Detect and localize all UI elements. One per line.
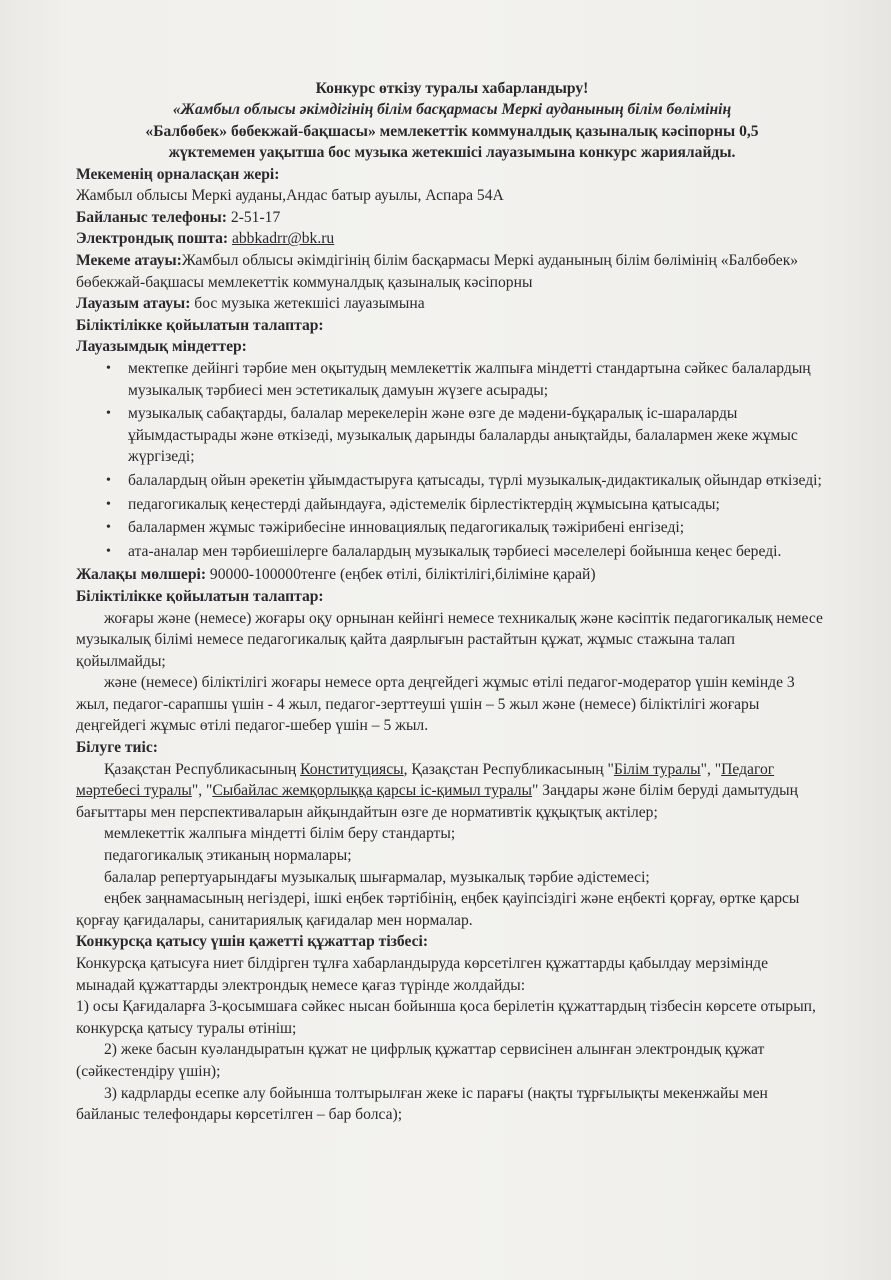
salary-label: Жалақы мөлшері: <box>76 566 207 584</box>
requirements-heading-1: Біліктілікке қойылатын талаптар: <box>76 316 324 334</box>
bullet-icon: • <box>106 472 111 488</box>
salary-row <box>76 564 828 586</box>
org-value: Жамбыл облысы әкімдігінің білім басқармасы Меркі ауданының білім бөлімінің «Балбөбек» бөбекжай-бақшасы мемлекеттік коммуналдық қазыналық кәсіпорны <box>76 252 799 291</box>
org-row <box>76 250 828 293</box>
duty-item: • балалардың ойын әрекетін ұйымдастыруға қатысады, түрлі музыкалық-дидактикалық ойындар өткізеді; <box>128 470 828 492</box>
phone-value: 2-51-17 <box>227 208 281 226</box>
title-line-4: жүктемемен уақытша бос музыка жетекшісі лауазымына конкурс жариялайды. <box>168 144 736 162</box>
link-constitution[interactable]: Конституциясы <box>300 760 404 778</box>
documents-heading: Конкурсқа қатысу үшін қажетті құжаттар тізбесі: <box>76 933 429 951</box>
link-education-law[interactable]: Білім туралы <box>613 760 701 778</box>
knowledge-item: балалар репертуарындағы музыкалық шығармалар, музыкалық тәрбие әдістемесі; <box>104 868 650 886</box>
duty-item: • ата-аналар мен тәрбиешілерге балалардың музыкалық тәрбиесі мәселелері бойынша кеңес береді. <box>128 541 828 563</box>
bullet-icon: • <box>106 360 111 376</box>
link-anticorruption-law[interactable]: Сыбайлас жемқорлыққа қарсы іс-қимыл туралы <box>212 782 533 800</box>
position-value: бос музыка жетекшісі лауазымына <box>190 295 425 313</box>
title-line-3: «Балбөбек» бөбекжай-бақшасы» мемлекеттік коммуналдық қазыналық кәсіпорны 0,5 <box>145 122 759 140</box>
documents-item-2: 2) жеке басын куәландыратын құжат не цифрлық құжаттар сервисінен алынған электрондық құжат (сәйкестендіру үшін); <box>76 1041 765 1080</box>
location-row <box>76 164 828 186</box>
org-label: Мекеме атауы: <box>76 252 182 269</box>
salary-value: 90000-100000тенге (еңбек өтілі, біліктілігі,біліміне қарай) <box>206 566 596 584</box>
document-content <box>76 78 828 1126</box>
title-line-2: «Жамбыл облысы әкімдігінің білім басқармасы Меркі ауданының білім бөлімінің <box>172 101 732 119</box>
requirements-text-2: және (немесе) біліктілігі жоғары немесе орта деңгейдегі жұмыс өтілі педагог-модератор үшін кемінде 3 жыл, педагог-сарапшы үшін - 4 жыл, педагог-зерттеуші үшін – 5 жыл және (немесе) біліктілігі жоғары деңгейдегі жұмыс өтілі педагог-шебер үшін – 5 жыл. <box>76 674 795 735</box>
requirements-text-1: жоғары және (немесе) жоғары оқу орнынан кейінгі немесе техникалық және кәсіптік педагогикалық немесе музыкалық білімі немесе педагогикалық қайта даярлығын растайтын құжат, жұмыс стажына талап қойылмайды; <box>76 609 823 670</box>
email-link[interactable]: abbkadrr@bk.ru <box>231 230 335 248</box>
knowledge-laws: Қазақстан Республикасының Конституциясы, Қазақстан Республикасының "Білім туралы", "Педагог мәртебесі туралы", "Сыбайлас жемқорлыққа қарсы іс-қимыл туралы" Заңдары және білім беруді дамытудың бағыттары мен перспективаларын айқындайтын өзге де нормативтік құқықтық актілер; <box>76 760 799 821</box>
documents-item-1: 1) осы Қағидаларға 3-қосымшаға сәйкес нысан бойынша қоса берілетін құжаттардың тізбесін көрсете отырып, конкурсқа қатысу туралы өтініш; <box>76 998 816 1037</box>
documents-item-3: 3) кадрларды есепке алу бойынша толтырылған жеке іс парағы (нақты тұрғылықты мекенжайы мен байланыс телефондары көрсетілген – бар болса); <box>76 1084 768 1124</box>
bullet-icon: • <box>106 496 111 512</box>
knowledge-item: мемлекеттік жалпыға міндетті білім беру стандарты; <box>104 825 456 843</box>
title-line-1: Конкурс өткізу туралы хабарландыру! <box>315 80 589 97</box>
duties-list <box>76 358 828 562</box>
phone-label: Байланыс телефоны: <box>76 208 227 226</box>
link-teacher-status-law[interactable]: Педагог мәртебесі туралы <box>76 760 775 800</box>
knowledge-item: еңбек заңнамасының негіздері, ішкі еңбек тәртібінің, еңбек қауіпсіздігі және еңбекті қорғау, өртке қарсы қорғау қағидалары, санитариялық қағидалар мен нормалар. <box>76 890 800 929</box>
position-row <box>76 293 828 315</box>
duty-item: • музыкалық сабақтарды, балалар мерекелерін және өзге де мәдени-бұқаралық іс-шараларды ұйымдастырады және өткізеді, музыкалық дарынды балаларды анықтайды, балалармен жеке жұмыс жүргізеді; <box>106 405 798 466</box>
bullet-icon: • <box>106 406 111 422</box>
location-value: Жамбыл облысы Меркі ауданы,Андас батыр ауылы, Аспара 54А <box>76 187 504 205</box>
phone-row <box>76 207 828 229</box>
bullet-icon: • <box>106 543 111 559</box>
requirements-heading-2: Біліктілікке қойылатын талаптар: <box>76 587 324 605</box>
email-row <box>76 228 828 250</box>
bullet-icon: • <box>106 520 111 536</box>
position-label: Лауазым атауы: <box>76 295 191 313</box>
email-label: Электрондық пошта: <box>76 230 229 248</box>
duties-heading: Лауазымдық міндеттер: <box>76 338 247 356</box>
duty-item: • балалармен жұмыс тәжірибесіне инновациялық педагогикалық тәжірибені енгізеді; <box>128 517 828 539</box>
documents-intro: Конкурсқа қатысуға ниет білдірген тұлға хабарландыруда көрсетілген құжаттарды қабылдау мерзімінде мынадай құжаттарды электрондық немесе қағаз түрінде жолдайды: <box>76 955 769 994</box>
knowledge-heading: Білуге тиіс: <box>76 739 158 757</box>
location-label: Мекеменің орналасқан жері: <box>76 165 280 183</box>
duty-item: • педагогикалық кеңестерді дайындауға, әдістемелік бірлестіктердің жұмысына қатысады; <box>128 494 828 516</box>
announcement-title <box>76 78 828 164</box>
duty-item: • мектепке дейінгі тәрбие мен оқытудың мемлекеттік жалпыға міндетті стандартына сәйкес балалардың музыкалық тәрбиесі мен эстетикалық дамуын жүзеге асырады; <box>106 359 811 399</box>
knowledge-item: педагогикалық этиканың нормалары; <box>104 847 352 865</box>
